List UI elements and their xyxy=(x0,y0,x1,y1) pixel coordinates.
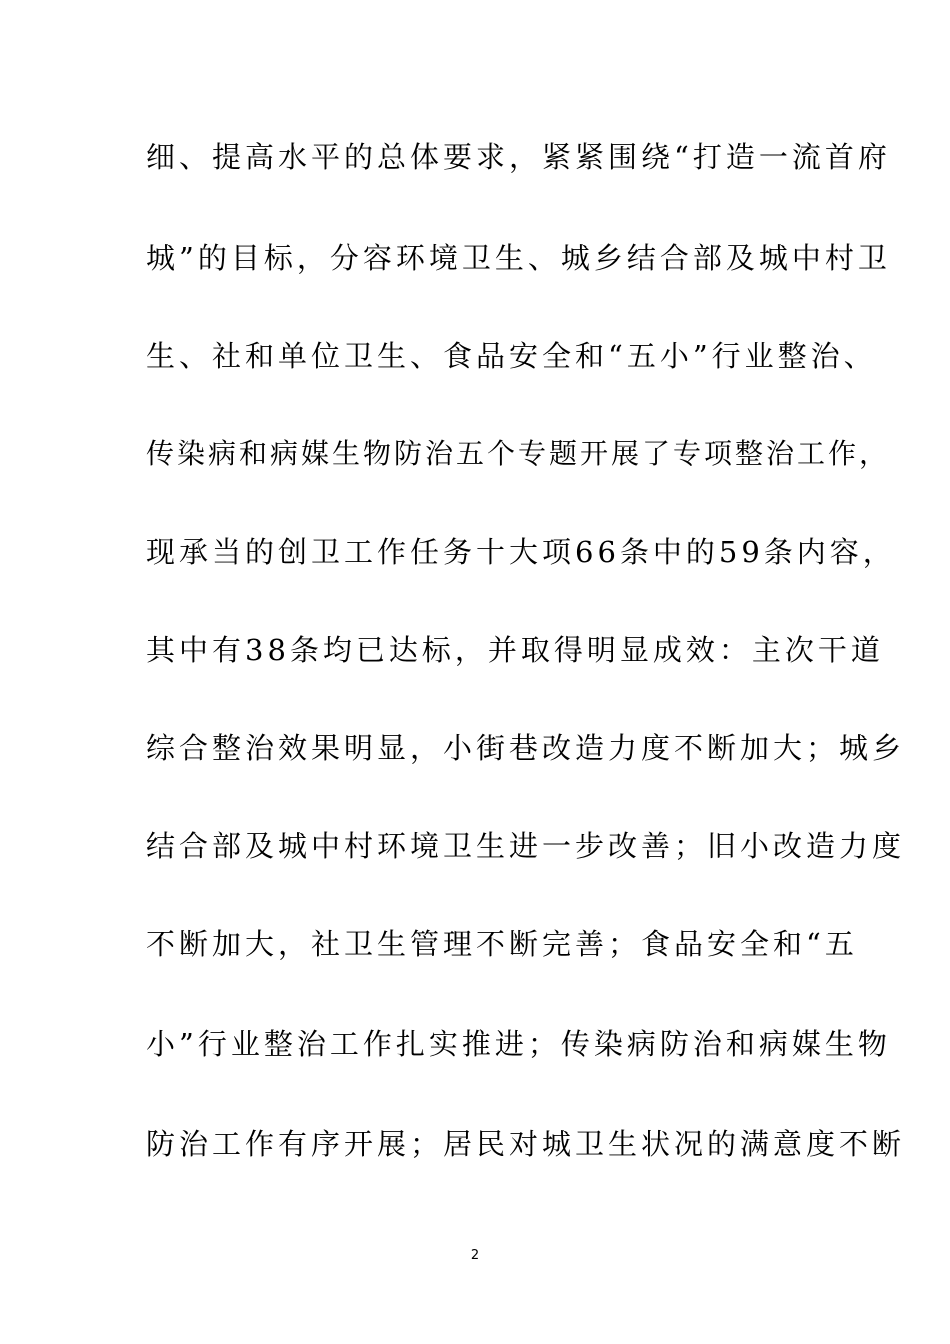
body-text-line: 现承当的创卫工作任务十大项66条中的59条内容， xyxy=(146,535,896,569)
body-text-line: 结合部及城中村环境卫生进一步改善；旧小改造力度 xyxy=(146,829,906,863)
body-text-line: 综合整治效果明显，小街巷改造力度不断加大；城乡 xyxy=(146,731,906,765)
page-number: 2 xyxy=(470,1248,480,1263)
body-text-line: 传染病和病媒生物防治五个专题开展了专项整治工作， xyxy=(146,437,891,470)
body-text-line: 小”行业整治工作扎实推进；传染病防治和病媒生物 xyxy=(146,1027,891,1061)
body-text-line: 细、提高水平的总体要求，紧紧围绕“打造一流首府 xyxy=(146,140,891,174)
body-text-line: 生、社和单位卫生、食品安全和“五小”行业整治、 xyxy=(146,339,877,373)
body-text-line: 城”的目标，分容环境卫生、城乡结合部及城中村卫 xyxy=(146,241,891,275)
body-text-line: 防治工作有序开展；居民对城卫生状况的满意度不断 xyxy=(146,1127,906,1161)
body-text-line: 其中有38条均已达标，并取得明显成效：主次干道 xyxy=(146,633,884,667)
body-text-line: 不断加大，社卫生管理不断完善；食品安全和“五 xyxy=(146,927,858,961)
